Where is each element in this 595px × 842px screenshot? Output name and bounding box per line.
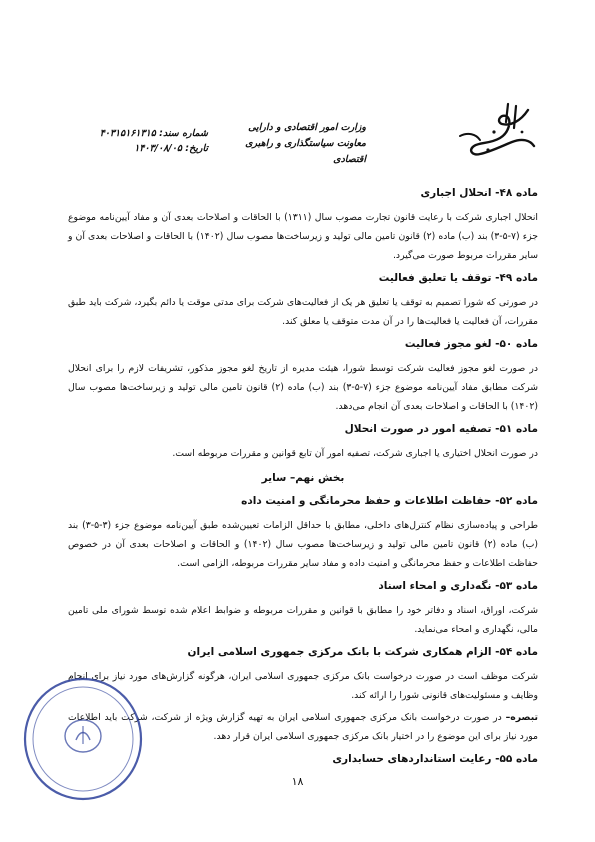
article-48-title: ماده ۴۸- انحلال اجباری	[420, 187, 538, 199]
article-53-body: شرکت، اوراق، اسناد و دفاتر خود را مطابق با قوانین و مقررات مربوطه و ضوابط اعلام شده توسط شورای ملی تامین مالی، نگهداری و امحاء می‌نماید.	[68, 605, 538, 635]
article-54-title: ماده ۵۴- الزام همکاری شرکت با بانک مرکزی جمهوری اسلامی ایران	[187, 646, 538, 658]
letter-number-label: شماره سند:	[159, 128, 208, 139]
article-50-title: ماده ۵۰- لغو مجوز فعالیت	[404, 338, 538, 350]
letter-meta	[58, 126, 208, 156]
article-55-title: ماده ۵۵- رعایت استانداردهای حسابداری	[332, 753, 538, 765]
letter-date-line	[58, 141, 208, 156]
ministry-line-1: وزارت امور اقتصادی و دارایی	[248, 122, 366, 133]
market-logo-icon	[450, 102, 540, 162]
letter-number-line	[58, 126, 208, 141]
article-50-body: در صورت لغو مجوز فعالیت شرکت توسط شورا، هیئت مدیره از تاریخ لغو مجوز مذکور، تشریفات لازم را برای انحلال شرکت مطابق مفاد آیین‌نامه موضوع جزء (۷-۵-۳) بند (ب) ماده (۲) قانون تامین مالی تولید و زیرساخت‌ها مصوب سال (۱۴۰۲) با الحاقات و اصلاحات بعدی آن انجام می‌دهد.	[68, 363, 538, 412]
article-51-body: در صورت انحلال اختیاری یا اجباری شرکت، تصفیه امور آن تابع قوانین و مقررات مربوطه است.	[172, 448, 538, 459]
article-51-title: ماده ۵۱- تصفیه امور در صورت انحلال	[344, 423, 538, 435]
article-49-title: ماده ۴۹- توقف یا تعلیق فعالیت	[378, 272, 538, 284]
article-49-body: در صورتی که شورا تصمیم به توقف یا تعلیق هر یک از فعالیت‌های شرکت برای مدتی موقت یا دائم بگیرد، شرکت باید طبق مقررات، آن فعالیت یا فعالیت‌ها را در آن مدت متوقف یا معلق کند.	[68, 297, 538, 327]
article-53-title: ماده ۵۳- نگه‌داری و امحاء اسناد	[378, 580, 538, 592]
ministry-line-2: معاونت سیاستگذاری و راهبری اقتصادی	[245, 138, 366, 165]
ministry-header	[236, 120, 366, 168]
part-9-heading: بخش نهم– سایر	[261, 472, 345, 484]
letter-date-label: تاریخ:	[185, 143, 208, 154]
letter-date: ۱۴۰۳/۰۸/۰۵	[134, 143, 182, 154]
page-number: ۱۸	[291, 775, 304, 788]
note-label: تبصره–	[505, 712, 538, 723]
note-body: در صورت درخواست بانک مرکزی جمهوری اسلامی ایران به تهیه گزارش ویژه از شرکت، شرکت باید اطلاعات مورد نیاز برای این موضوع را در اختیار بانک مرکزی جمهوری اسلامی ایران قرار دهد.	[68, 712, 538, 742]
letter-number: ۴۰۳۱۵۱۶۱۳۱۵	[99, 128, 156, 139]
article-54-body: شرکت موظف است در صورت درخواست بانک مرکزی جمهوری اسلامی ایران، هرگونه گزارش‌های مورد نیاز برای انجام وظایف و مسئولیت‌های قانونی شورا را ارائه کند.	[68, 671, 538, 701]
article-52-title: ماده ۵۲- حفاظت اطلاعات و حفظ محرمانگی و امنیت داده	[241, 495, 538, 507]
article-52-body: طراحی و پیاده‌سازی نظام کنترل‌های داخلی، مطابق با حداقل الزامات تعیین‌شده طبق آیین‌نامه موضوع جزء (۳-۵-۳) بند (ب) ماده (۲) قانون تامین مالی تولید و زیرساخت‌ها مصوب سال (۱۴۰۲) و الحاقات و اصلاحات بعدی آن در خصوص حفاظت اطلاعات و حفظ محرمانگی و امنیت داده و مفاد سایر مقررات مربوطه، الزامی است.	[68, 520, 538, 569]
article-48-body: انحلال اجباری شرکت با رعایت قانون تجارت مصوب سال (۱۳۱۱) با الحاقات و اصلاحات بعدی آن و مفاد آیین‌نامه موضوع جزء (۷-۵-۳) بند (ب) ماده (۲) قانون تامین مالی تولید و زیرساخت‌ها مصوب سال (۱۴۰۲) با الحاقات و اصلاحات بعدی آن و سایر مقررات مربوط صورت می‌گیرد.	[68, 212, 538, 261]
